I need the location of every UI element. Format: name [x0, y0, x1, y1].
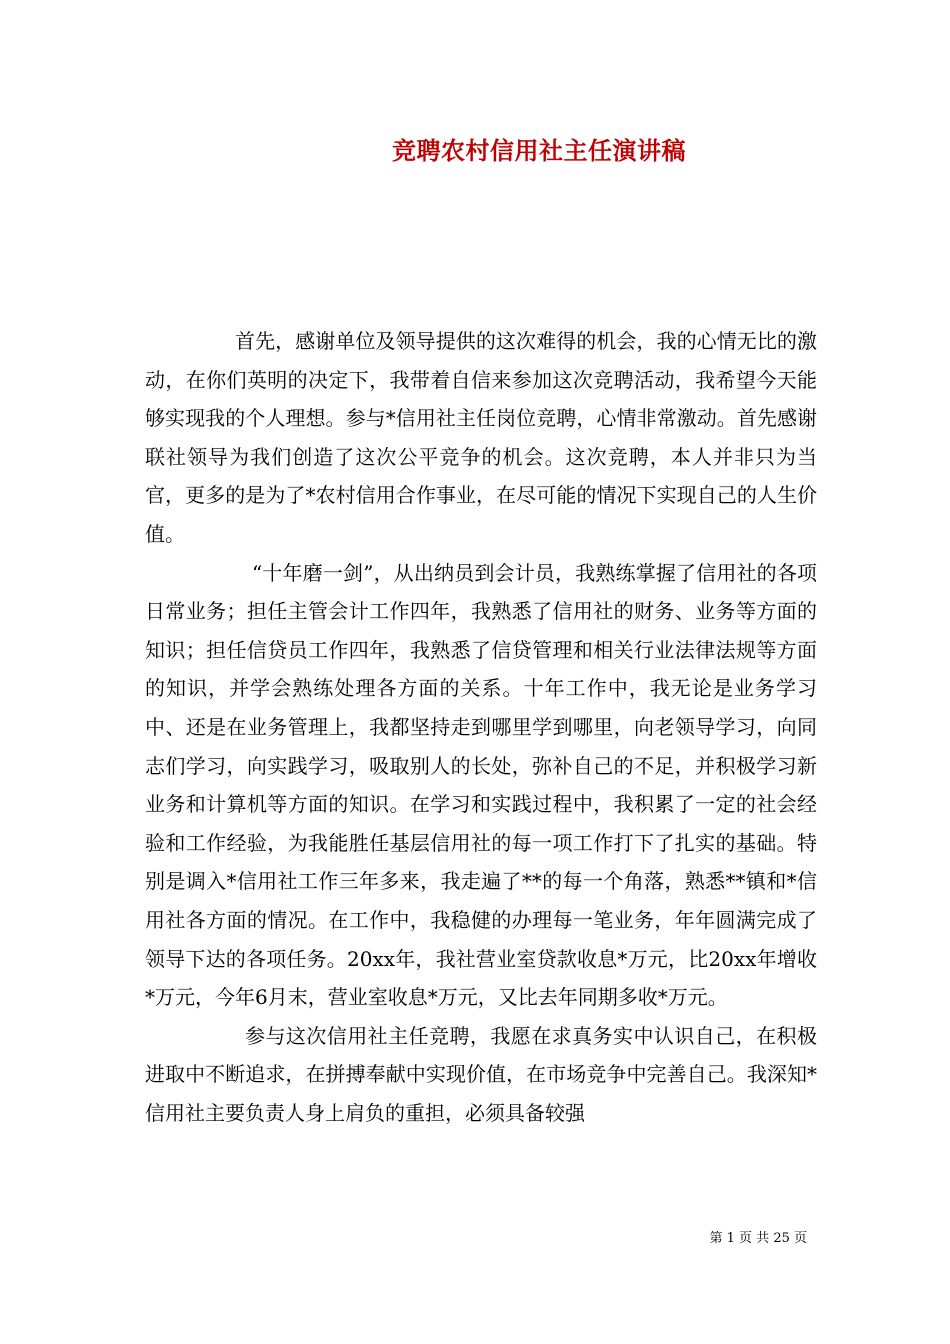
document-body: [145, 322, 817, 1132]
page-title: 竞聘农村信用社主任演讲稿: [392, 137, 686, 165]
page-number-footer: 第 1 页 共 25 页: [709, 1231, 807, 1246]
paragraph-commitment: 参与这次信用社主任竞聘，我愿在求真务实中认识自己，在积极进取中不断追求，在拼搏奉献中实现价值，在市场竞争中完善自己。我深知*信用社主要负责人身上肩负的重担，必须具备较强: [145, 1023, 817, 1125]
paragraph-experience: “十年磨一剑”，从出纳员到会计员，我熟练掌握了信用社的各项日常业务；担任主管会计工作四年，我熟悉了信用社的财务、业务等方面的知识；担任信贷员工作四年，我熟悉了信贷管理和相关行业法律法规等方面的知识，并学会熟练处理各方面的关系。十年工作中，我无论是业务学习中、还是在业务管理上，我都坚持走到哪里学到哪里，向老领导学习，向同志们学习，向实践学习，吸取别人的长处，弥补自己的不足，并积极学习新业务和计算机等方面的知识。在学习和实践过程中，我积累了一定的社会经验和工作经验，为我能胜任基层信用社的每一项工作打下了扎实的基础。特别是调入*信用社工作三年多来，我走遍了**的每一个角落，熟悉**镇和*信用社各方面的情况。在工作中，我稳健的办理每一笔业务，年年圆满完成了领导下达的各项任务。20xx年，我社营业室贷款收息*万元，比20xx年增收*万元，今年6月末，营业室收息*万元，又比去年同期多收*万元。: [145, 560, 817, 1010]
paragraph-intro: 首先，感谢单位及领导提供的这次难得的机会，我的心情无比的激动，在你们英明的决定下，我带着自信来参加这次竞聘活动，我希望今天能够实现我的个人理想。参与*信用社主任岗位竞聘，心情非常激动。首先感谢联社领导为我们创造了这次公平竞争的机会。这次竞聘，本人并非只为当官，更多的是为了*农村信用合作事业，在尽可能的情况下实现自己的人生价值。: [145, 329, 817, 546]
